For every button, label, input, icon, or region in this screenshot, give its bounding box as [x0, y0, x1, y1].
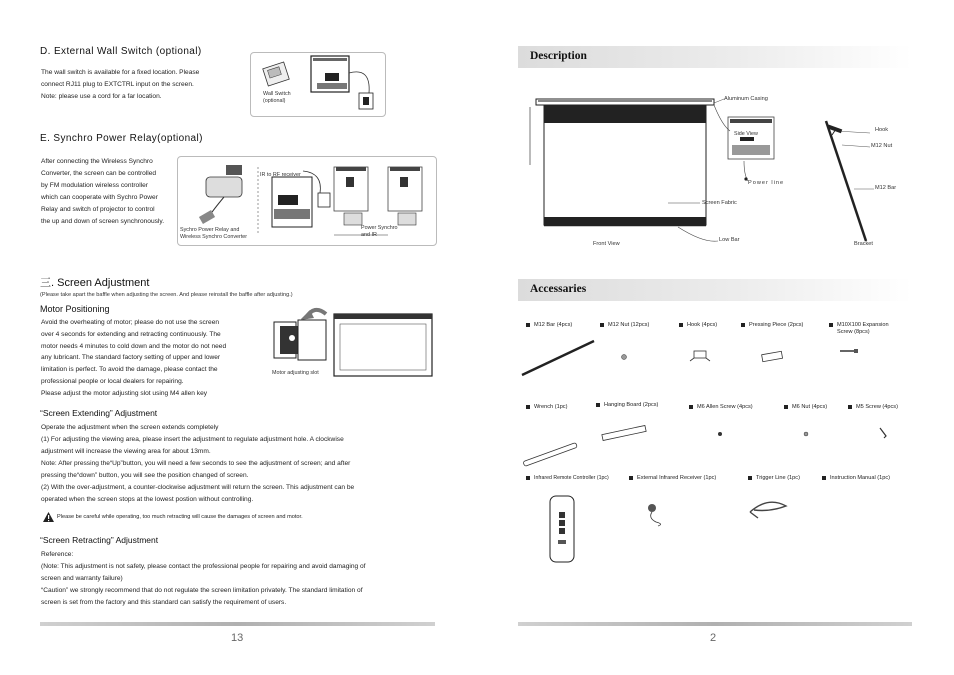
extending-text: Operate the adjustment when the screen extends completely (1) For adjusting the viewing area, please insert the adjustment to regulate adjustment hole. A clockwise adjustment will increase the viewing area for about 13mm. Note: After pressing the“Up”button, you will need a few seconds to see the adjustment of screen; and after pressing the“down” button, you will see the position changed of screen. (2) With the over-adjustment, a counter-clockwise adjustment will return the screen. This adjustment can be operated when the screen stops at the lowest postion without controlling. [41, 424, 355, 503]
sychro-relay-label: Sychro Power Relay and Wireless Synchro Converter [180, 227, 248, 240]
acc-pressing-piece: Pressing Piece (2pcs) [741, 322, 803, 328]
acc-wrench: Wrench (1pc) [526, 404, 567, 410]
warning-icon [43, 512, 54, 522]
front-view-label: Front View [593, 241, 620, 247]
acc-m5-screw: M5 Screw (4pcs) [848, 404, 898, 410]
warning-text: Please be careful while operating, too much retracting will cause the damages of screen and motor. [57, 514, 303, 520]
synchro-relay-figure [177, 156, 437, 246]
accessaries-row1-drawings [518, 335, 912, 395]
description-figure [518, 85, 912, 255]
power-line-label: Power line [748, 180, 785, 186]
right-bottom-rule [518, 622, 912, 626]
retracting-text: Reference: (Note: This adjustment is not safety, please contact the professional people for repairing and avoid damaging of screen and warranty failure) “Caution” we strongly recommend that do not regulate the screen limitation privately. The standard limitation of screen is set from the factory and this standard can satisfy the requirement of users. [41, 551, 366, 606]
adjustment-note: (Please take apart the baffle when adjusting the screen. And please reinstall the baffle after adjusting.) [40, 292, 293, 298]
section-d-text: The wall switch is available for a fixed location. Please connect RJ11 plug to EXTCTRL input on the screen. Note: please use a cord for a far location. [41, 69, 200, 100]
motor-positioning-text: Avoid the overheating of motor; please do not use the screen over 4 seconds for extending and retracting continuously. The motor needs 4 minutes to cold down and the motor do not need any lubricant. The standard factory setting of upper and lower limitation is perfect. To avoid the damage, please contact the professional people or local dealers for repairing. Please adjust the motor adjusting slot using M4 allen key [41, 319, 227, 397]
screen-adjustment-title: 三. Screen Adjustment [40, 277, 150, 289]
acc-m6-allen-screw: M6 Allen Screw (4pcs) [689, 404, 753, 410]
wall-switch-figure [250, 52, 386, 117]
screen-diagram [518, 85, 912, 255]
acc-trigger-line: Trigger Line (1pc) [748, 475, 800, 481]
m12-nut-label: M12 Nut [871, 143, 893, 149]
section-e-text: After connecting the Wireless Synchro Converter, the screen can be controlled by FM modulation wireless controller which can cooperate with Sychro Power Relay and switch of projector to control the up and down of screen synchronously. [41, 158, 165, 225]
acc-remote-controller: Infrared Remote Controller (1pc) [526, 475, 609, 481]
acc-m12-bar: M12 Bar (4pcs) [526, 322, 572, 328]
accessaries-header [518, 279, 912, 301]
low-bar-label: Low Bar [719, 237, 740, 243]
motor-slot-figure [270, 304, 435, 379]
acc-hook: Hook (4pcs) [679, 322, 717, 328]
acc-m6-nut: M6 Nut (4pcs) [784, 404, 827, 410]
description-header [518, 46, 912, 68]
bracket-label: Bracket [854, 241, 873, 247]
m12-bar-label: M12 Bar [875, 185, 897, 191]
acc-ir-receiver: External Infrared Receiver (1pc) [629, 475, 716, 481]
acc-m12-nut: M12 Nut (12pcs) [600, 322, 649, 328]
description-title: Description [530, 50, 587, 62]
motor-positioning-title: Motor Positioning [40, 304, 110, 314]
left-bottom-rule [40, 622, 435, 626]
accessaries-row3-drawings [518, 490, 912, 570]
screen-fabric-label: Screen Fabric [702, 200, 737, 206]
acc-instruction-manual: Instruction Manual (1pc) [822, 475, 890, 481]
motor-slot-illustration [270, 304, 435, 379]
accessaries-row2-drawings [518, 412, 912, 472]
power-synchro-label: Power Synchro and IR [361, 225, 398, 238]
acc-hanging-board: Hanging Board (2pcs) [596, 402, 658, 408]
aluminum-casing-label: Aluminum Casing [724, 96, 768, 102]
right-page-number: 2 [710, 632, 717, 644]
retracting-title: “Screen Retracting” Adjustment [40, 535, 159, 545]
section-e-title: E. Synchro Power Relay(optional) [40, 133, 203, 144]
acc-expansion-screw: M10X100 Expansion [829, 322, 889, 328]
hook-label: Hook [875, 127, 889, 133]
ir-rf-label: IR to RF receiver [260, 172, 301, 178]
acc-expansion-screw-2: Screw (8pcs) [837, 329, 870, 335]
left-page-number: 13 [231, 632, 244, 644]
wall-switch-label: Wall Switch (optional) [263, 91, 291, 104]
wall-switch-illustration [251, 53, 385, 116]
motor-slot-label: Motor adjusting slot [272, 370, 319, 376]
extending-title: “Screen Extending” Adjustment [40, 408, 158, 418]
section-d-title: D. External Wall Switch (optional) [40, 46, 202, 57]
side-view-label: Side View [734, 131, 758, 137]
accessaries-title: Accessaries [530, 283, 587, 295]
